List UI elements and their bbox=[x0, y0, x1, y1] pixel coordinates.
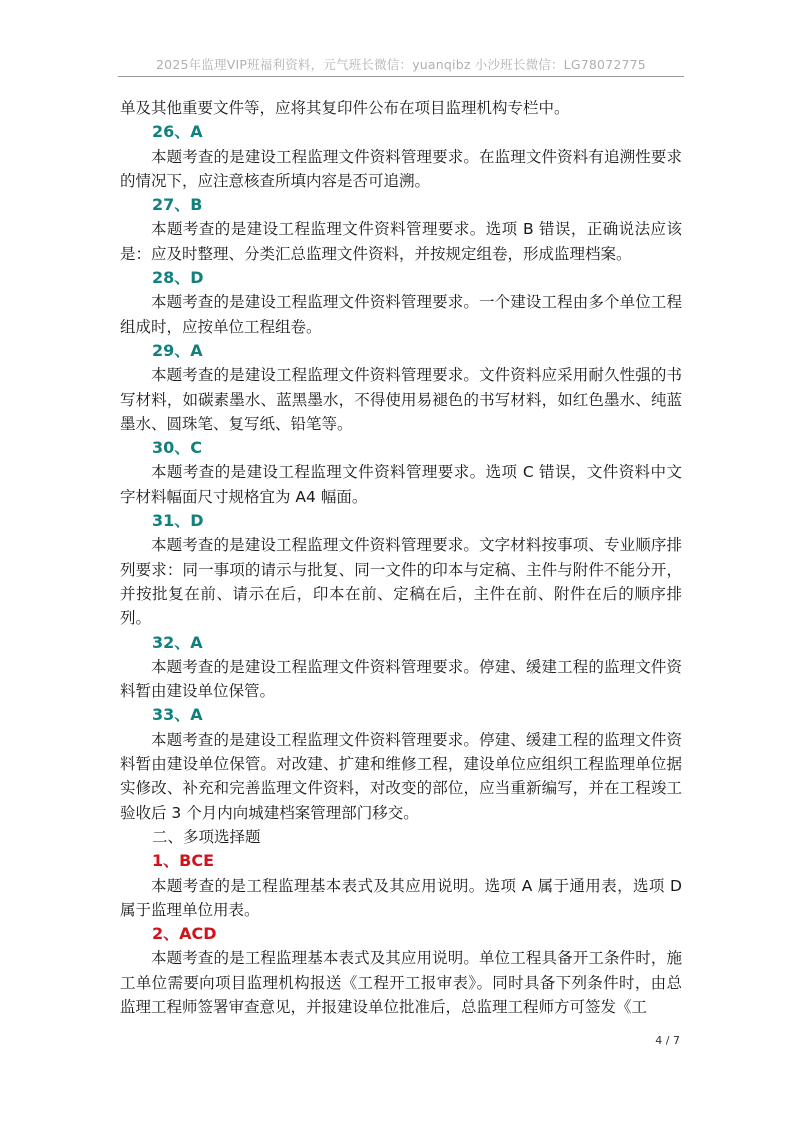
answer-heading: 27、B bbox=[152, 195, 203, 215]
document-body bbox=[120, 96, 682, 1019]
answer-explanation: 本题考查的是工程监理基本表式及其应用说明。选项 A 属于通用表，选项 D 属于监理单位用表。 bbox=[120, 876, 682, 919]
answer-heading: 33、A bbox=[152, 705, 203, 725]
answer-heading: 1、BCE bbox=[152, 851, 215, 871]
page-header-watermark: 2025年监理VIP班福利资料，元气班长微信：yuanqibz 小沙班长微信：LG78072775 bbox=[156, 57, 646, 72]
answer-heading: 26、A bbox=[152, 122, 203, 142]
answer-heading: 30、C bbox=[152, 438, 203, 458]
answer-explanation: 本题考查的是建设工程监理文件资料管理要求。文件资料应采用耐久性强的书写材料，如碳素墨水、蓝黑墨水，不得使用易褪色的书写材料，如红色墨水、纯蓝墨水、圆珠笔、复写纸、铅笔等。 bbox=[120, 366, 682, 433]
answer-explanation: 本题考查的是工程监理基本表式及其应用说明。单位工程具备开工条件时，施工单位需要向项目监理机构报送《工程开工报审表》。同时具备下列条件时，由总监理工程师签署审查意见，并报建设单位批准后，总监理工程师方可签发《工 bbox=[120, 949, 682, 1016]
lead-paragraph: 单及其他重要文件等，应将其复印件公布在项目监理机构专栏中。 bbox=[120, 99, 570, 117]
answer-explanation: 本题考查的是建设工程监理文件资料管理要求。一个建设工程由多个单位工程组成时，应按单位工程组卷。 bbox=[120, 293, 682, 336]
answer-explanation: 本题考查的是建设工程监理文件资料管理要求。文字材料按事项、专业顺序排列要求：同一事项的请示与批复、同一文件的印本与定稿、主件与附件不能分开，并按批复在前、请示在后，印本在前、定稿在后，主件在前、附件在后的顺序排列。 bbox=[120, 536, 682, 628]
answer-explanation: 本题考查的是建设工程监理文件资料管理要求。在监理文件资料有追溯性要求的情况下，应注意核查所填内容是否可追溯。 bbox=[120, 147, 682, 190]
answer-heading: 29、A bbox=[152, 340, 203, 360]
answer-heading: 32、A bbox=[152, 632, 203, 652]
answer-explanation: 本题考查的是建设工程监理文件资料管理要求。停建、缓建工程的监理文件资料暂由建设单位保管。 bbox=[120, 657, 682, 701]
section-title: 二、多项选择题 bbox=[152, 827, 261, 846]
answer-explanation: 本题考查的是建设工程监理文件资料管理要求。选项 B 错误，正确说法应该是：应及时整理、分类汇总监理文件资料，并按规定组卷，形成监理档案。 bbox=[120, 220, 682, 263]
page-number: 4 / 7 bbox=[655, 1034, 680, 1047]
answer-explanation: 本题考查的是建设工程监理文件资料管理要求。选项 C 错误，文件资料中文字材料幅面尺寸规格宜为 A4 幅面。 bbox=[120, 463, 682, 506]
answer-heading: 2、ACD bbox=[152, 924, 217, 944]
answer-heading: 28、D bbox=[152, 268, 204, 288]
answer-explanation: 本题考查的是建设工程监理文件资料管理要求。停建、缓建工程的监理文件资料暂由建设单位保管。对改建、扩建和维修工程，建设单位应组织工程监理单位据实修改、补充和完善监理文件资料，对改变的部位，应当重新编写，并在工程竣工验收后 3 个月内向城建档案管理部门移交。 bbox=[120, 730, 682, 822]
header-divider bbox=[118, 76, 684, 77]
answer-heading: 31、D bbox=[152, 511, 204, 531]
